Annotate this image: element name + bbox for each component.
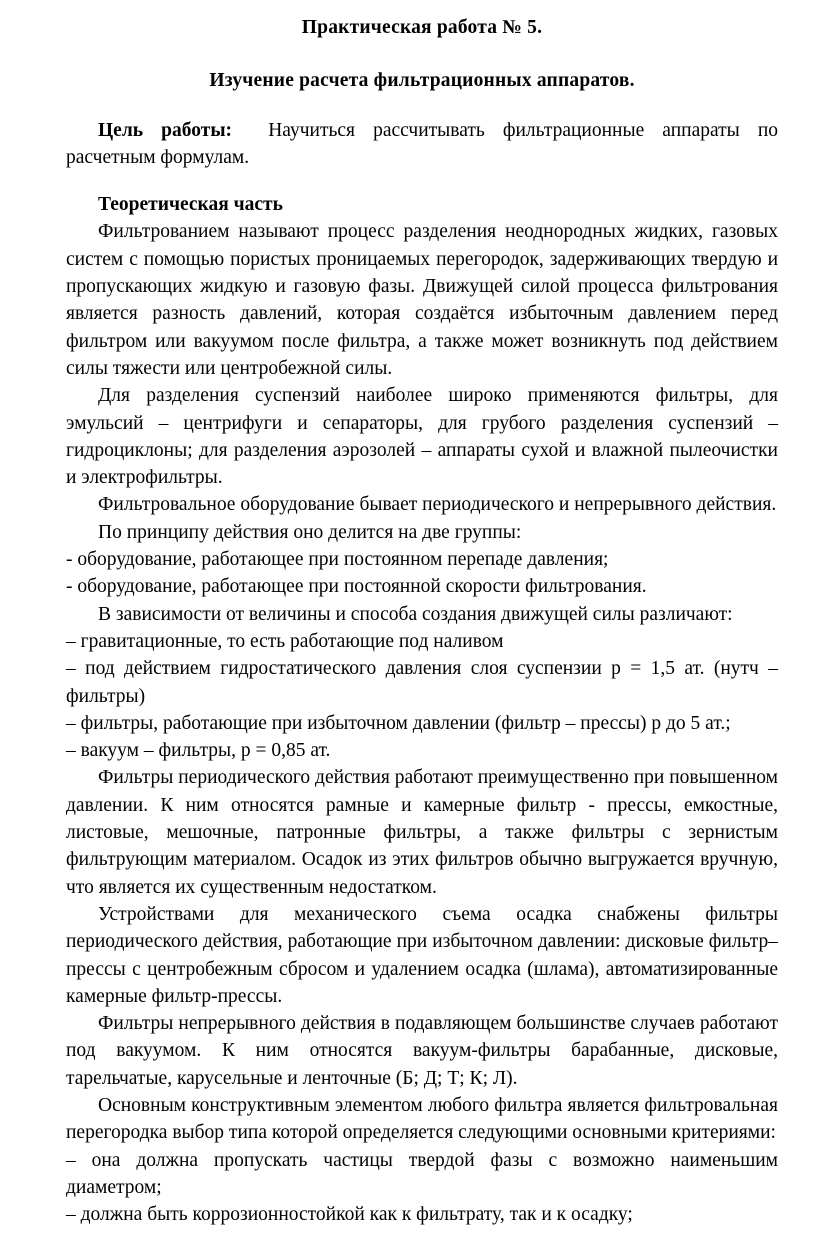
paragraph-11: – вакуум – фильтры, р = 0,85 ат. [66,740,331,762]
paragraph-17: – должна быть коррозионностойкой как к фильтрату, так и к осадку; [66,1204,633,1226]
paragraph-7: В зависимости от величины и способа создания движущей силы различают: [98,603,733,625]
page-subtitle: Изучение расчета фильтрационных аппаратов. [209,70,635,92]
paragraph-3: Фильтровальное оборудование бывает периодического и непрерывного действия. [98,494,777,516]
paragraph-16: – она должна пропускать частицы твердой фазы с возможно наименьшим диаметром; [66,1149,778,1198]
paragraph-2: Для разделения суспензий наиболее широко применяются фильтры, для эмульсий – центрифуги и сепараторы, для грубого разделения суспензий – гидроциклоны; для разделения аэрозолей – аппараты сухой и влажной пылеочистки и электрофильтры. [66,385,778,489]
paragraph-4: По принципу действия оно делится на две группы: [98,521,522,543]
goal-text: Научиться рассчитывать фильтрационные аппараты по расчетным формулам. [66,119,779,168]
paragraph-6: - оборудование, работающее при постоянной скорости фильтрования. [66,576,647,598]
paragraph-10: – фильтры, работающие при избыточном давлении (фильтр – прессы) р до 5 ат.; [66,712,731,734]
document-body [66,14,778,1228]
paragraph-14: Фильтры непрерывного действия в подавляющем большинстве случаев работают под вакуумом. К ним относятся вакуум-фильтры барабанные, дисковые, тарельчатые, карусельные и ленточные (Б; Д; Т; К; Л). [66,1013,778,1089]
paragraph-8: – гравитационные, то есть работающие под наливом [66,630,504,652]
paragraph-9: – под действием гидростатического давления слоя суспензии р = 1,5 ат. (нутч – фильтры) [66,658,778,707]
paragraph-13: Устройствами для механического съема осадка снабжены фильтры периодического действия, работающие при избыточном давлении: дисковые фильтр–прессы с центробежным сбросом и удалением осадка (шлама), автоматизированные камерные фильтр-прессы. [66,903,778,1007]
paragraph-5: - оборудование, работающее при постоянном перепаде давления; [66,549,609,571]
paragraph-1: Фильтрованием называют процесс разделения неоднородных жидких, газовых систем с помощью пористых проницаемых перегородок, задерживающих твердую и пропускающих жидкую и газовую фазы. Движущей силой процесса фильтрования является разность давлений, которая создаётся избыточным давлением перед фильтром или вакуумом после фильтра, а также может возникнуть под действием силы тяжести или центробежной силы. [66,221,778,379]
goal-label: Цель работы: [98,119,233,141]
section-heading: Теоретическая часть [98,194,283,216]
paragraph-15: Основным конструктивным элементом любого фильтра является фильтровальная перегородка выбор типа которой определяется следующими основными критериями: [66,1094,778,1144]
goal-paragraph [66,117,778,172]
page-title: Практическая работа № 5. [301,17,543,38]
paragraph-12: Фильтры периодического действия работают преимущественно при повышенном давлении. К ним относятся рамные и камерные фильтр - прессы, емкостные, листовые, мешочные, патронные фильтры, а также фильтры с зернистым фильтрующим материалом. Осадок из этих фильтров обычно выгружается вручную, что является их существенным недостатком. [66,767,778,898]
